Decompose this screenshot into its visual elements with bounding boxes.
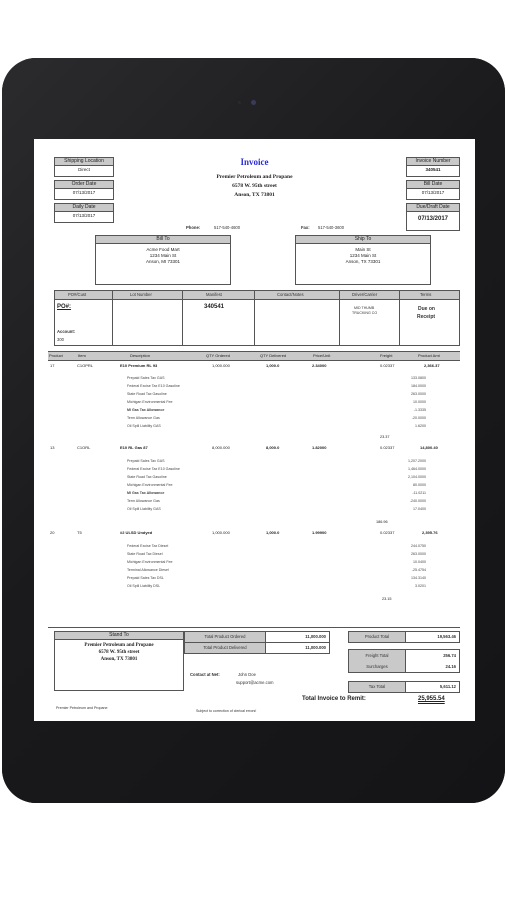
ship-to-box [295, 235, 431, 285]
item3-amount: 2,395.76 [422, 530, 438, 535]
item1-product: 17 [50, 363, 55, 368]
info-header-contact: Contact/Notes [277, 292, 304, 297]
col-product-amt: Product Amt [418, 353, 440, 358]
total-due-value: 25,955.54 [418, 696, 445, 702]
info-header-po: PO#/Cust [68, 292, 87, 297]
item2-freight-total: 186.96 [376, 520, 388, 524]
fax-label: Fax: [301, 225, 310, 230]
stand-to-street: 6578 W. 95th street [98, 650, 140, 655]
bill-to-line3: Anson, MI 73301 [145, 259, 181, 264]
item3-description: #2 ULSD Undyed [120, 530, 153, 535]
item3-tax-name: Terminal Allowance Diesel [127, 568, 169, 572]
stand-to-city: Anson, TX 73801 [100, 657, 138, 662]
col-product: Product [49, 353, 63, 358]
item1-amount: 2,366.37 [424, 363, 440, 368]
item2-freight: 0.02337 [380, 445, 395, 450]
account-label: Account: [57, 329, 76, 334]
item2-tax-name: State Road Tax Gasoline [127, 475, 167, 479]
item3-tax-amount: 263.0000 [411, 552, 426, 556]
product-delivered-box [184, 642, 330, 654]
tax-total-box [348, 681, 460, 693]
po-value: PO#: [57, 304, 72, 310]
divider [254, 290, 255, 345]
freight-total-label: Freight Total [349, 650, 406, 661]
footer-disclaimer: Subject to correction of clerical errors! [196, 709, 257, 713]
item3-price: 1.99900 [312, 530, 327, 535]
item2-tax-amount: 1,207.2000 [408, 459, 426, 463]
contact-name: John Doe [238, 672, 256, 677]
col-freight: Freight [380, 353, 393, 358]
item1-tax-amount: 184.0000 [411, 384, 426, 388]
item2-tax-name: Federal Excise Tax E10 Gasoline [127, 467, 180, 471]
driver-line1: MID THUMB [354, 306, 375, 310]
total-delivered-value: 11,000.000 [305, 645, 326, 650]
daily-date-box [54, 203, 114, 223]
item1-freight: 0.02337 [380, 363, 395, 368]
freight-surcharge-box [348, 649, 460, 673]
item3-tax-name: Prepaid Sales Tax DSL [127, 576, 164, 580]
invoice-title: Invoice [240, 157, 269, 167]
total-ordered-value: 11,000.000 [305, 634, 326, 639]
item3-tax-name: Oil Spill Liability DSL [127, 584, 161, 588]
daily-date-label: Daily Date [55, 204, 113, 212]
item2-tax-name: Prepaid Sales Tax GAS [127, 459, 165, 463]
item2-item: C1ORL [77, 445, 91, 450]
divider [399, 290, 400, 345]
item1-tax-amount: 263.0000 [411, 392, 426, 396]
item2-description: E10 RL Gas 87 [120, 445, 148, 450]
bill-to-line1: Acme Food Mart [146, 247, 180, 252]
item2-tax-name: Oil Spill Liability GAS [127, 507, 161, 511]
item3-tax-amount: -25.4754 [411, 568, 426, 572]
item1-tax-amount: -1.3335 [413, 408, 426, 412]
invoice-number-value: 340541 [425, 167, 441, 172]
item3-tax-amount: 134.3140 [411, 576, 426, 580]
item3-tax-amount: 244.0750 [411, 544, 426, 548]
due-date-label: Due/Draft Date [407, 204, 459, 212]
item2-tax-amount: 2,104.0000 [408, 475, 426, 479]
item1-description: E10 Premium RL 93 [120, 363, 158, 368]
tax-total-value: 5,611.12 [439, 684, 456, 689]
item1-tax-name: Federal Excise Tax E10 Gasoline [127, 384, 180, 388]
freight-total-value: 256.74 [443, 653, 456, 658]
item2-tax-name: Term Allowance Gas [127, 499, 160, 503]
info-header-lot: Lot Number [130, 292, 152, 297]
item2-price: 1.82000 [312, 445, 327, 450]
stand-to-name: Premier Petroleum and Propane [84, 643, 154, 648]
due-date-value: 07/13/2017 [417, 216, 449, 222]
item2-product: 13 [50, 445, 55, 450]
item3-freight: 0.02337 [380, 530, 395, 535]
item1-qty-delivered: 1,000.0 [266, 363, 280, 368]
item3-tax-name: State Road Tax Diesel [127, 552, 163, 556]
phone-label: Phone: [186, 225, 201, 230]
bill-to-label: Bill To [96, 236, 230, 244]
product-total-box [348, 631, 460, 643]
item2-qty-ordered: 8,000.000 [212, 445, 230, 450]
item2-tax-amount: 80.0000 [413, 483, 426, 487]
total-ordered-label: Total Product Ordered [185, 632, 266, 642]
account-number: 300 [57, 337, 64, 342]
item3-product: 20 [50, 530, 55, 535]
product-total-label: Product Total [349, 632, 406, 642]
footer-company: Premier Petroleum and Propane [56, 706, 108, 710]
terms-line1: Due on [418, 306, 435, 312]
item1-tax-name: Term Allowance Gas [127, 416, 160, 420]
bill-date-label: Bill Date [407, 181, 459, 189]
summary-divider [48, 627, 460, 628]
phone-value: 517-540-4600 [214, 225, 241, 230]
company-street: 6578 W. 95th street [232, 183, 277, 189]
divider [112, 290, 113, 345]
item3-freight-total: 23.15 [382, 597, 392, 601]
col-qty-delivered: QTY Delivered [260, 353, 287, 358]
item2-tax-amount: 17.0400 [413, 507, 426, 511]
item2-tax-name: MI Gas Tax Allowance [127, 491, 165, 495]
item1-freight-total: 23.37 [380, 435, 390, 439]
terms-line2: Receipt [417, 314, 436, 320]
order-date-label: Order Date [55, 181, 113, 189]
order-date-value: 07/13/2017 [72, 190, 96, 195]
ship-to-line3: Anson, TX 73301 [345, 259, 381, 264]
item3-tax-amount: 3.0201 [415, 584, 426, 588]
total-delivered-label: Total Product Delivered [185, 643, 266, 653]
front-sensor [238, 101, 241, 104]
front-camera [251, 100, 256, 105]
manifest-value: 340541 [204, 304, 225, 310]
divider [182, 290, 183, 345]
invoice-number-label: Invoice Number [407, 158, 459, 166]
due-date-box [406, 203, 460, 231]
tax-total-label: Tax Total [349, 682, 406, 692]
item2-qty-delivered: 8,000.0 [266, 445, 280, 450]
daily-date-value: 07/13/2017 [72, 213, 96, 218]
item1-tax-name: Prepaid Sales Tax GAS [127, 376, 165, 380]
item1-price: 2.34000 [312, 363, 327, 368]
ship-to-label: Ship To [296, 236, 430, 244]
item2-tax-amount: -240.0000 [409, 499, 426, 503]
stand-to-box [54, 631, 184, 691]
invoice-document [34, 139, 475, 721]
contact-email: support@acme.com [236, 680, 274, 685]
item1-tax-amount: 10.0000 [413, 400, 426, 404]
item2-amount: 14,800.40 [420, 445, 438, 450]
ship-to-line1: Main St [355, 247, 371, 252]
divider [339, 290, 340, 345]
shipping-location-label: Shipping Location [55, 158, 113, 166]
item2-tax-amount: 1,464.0000 [408, 467, 426, 471]
item1-qty-ordered: 1,000.000 [212, 363, 230, 368]
bill-to-line2: 1234 Main St [149, 253, 177, 258]
col-item: Item [78, 353, 86, 358]
stand-to-label: Stand To [55, 632, 183, 640]
ship-to-line2: 1234 Main St [349, 253, 377, 258]
info-header-manifest: Manifest [206, 292, 222, 297]
driver-line2: TRUCKING CO [352, 311, 378, 315]
bill-date-box [406, 180, 460, 200]
item3-tax-name: Michigan Environmental Fee [127, 560, 173, 564]
bill-to-box [95, 235, 231, 285]
col-qty-ordered: QTY Ordered [206, 353, 230, 358]
item1-tax-name: Michigan Environmental Fee [127, 400, 173, 404]
item1-tax-name: Oil Spill Liability GAS [127, 424, 161, 428]
product-total-value: 19,563.46 [437, 634, 456, 639]
item1-tax-amount: -20.0000 [411, 416, 426, 420]
item1-tax-amount: 133.0800 [411, 376, 426, 380]
surcharges-label: Surcharges [349, 661, 406, 672]
surcharges-value: 24.16 [445, 664, 456, 669]
item1-tax-name: State Road Tax Gasoline [127, 392, 167, 396]
company-city: Anson, TX 73801 [234, 192, 275, 198]
total-due-label: Total Invoice to Remit: [302, 696, 366, 702]
item3-qty-ordered: 1,000.000 [212, 530, 230, 535]
item1-tax-amount: 1.6200 [415, 424, 426, 428]
col-description: Description [130, 353, 151, 358]
line-items-header [48, 351, 460, 361]
invoice-number-box [406, 157, 460, 177]
bill-date-value: 07/13/2017 [421, 190, 445, 195]
company-name: Premier Petroleum and Propane [216, 174, 293, 180]
shipping-location-value: Direct [78, 167, 90, 172]
item2-tax-amount: -11.0211 [412, 491, 426, 495]
item2-tax-name: Michigan Environmental Fee [127, 483, 173, 487]
item3-item: T5 [77, 530, 82, 535]
info-header-driver: Driver/Carrier [352, 292, 378, 297]
item1-tax-name: MI Gas Tax Allowance [127, 408, 165, 412]
col-price-unit: Price/Unit [313, 353, 331, 358]
info-header-terms: Terms [420, 292, 432, 297]
item3-qty-delivered: 1,000.0 [266, 530, 280, 535]
contact-label: Contact at Net: [190, 672, 220, 677]
fax-value: 517-540-3600 [318, 225, 345, 230]
item3-tax-amount: 10.0400 [413, 560, 426, 564]
item3-tax-name: Federal Excise Tax Diesel [127, 544, 169, 548]
item1-item: C1OPRL [77, 363, 94, 368]
